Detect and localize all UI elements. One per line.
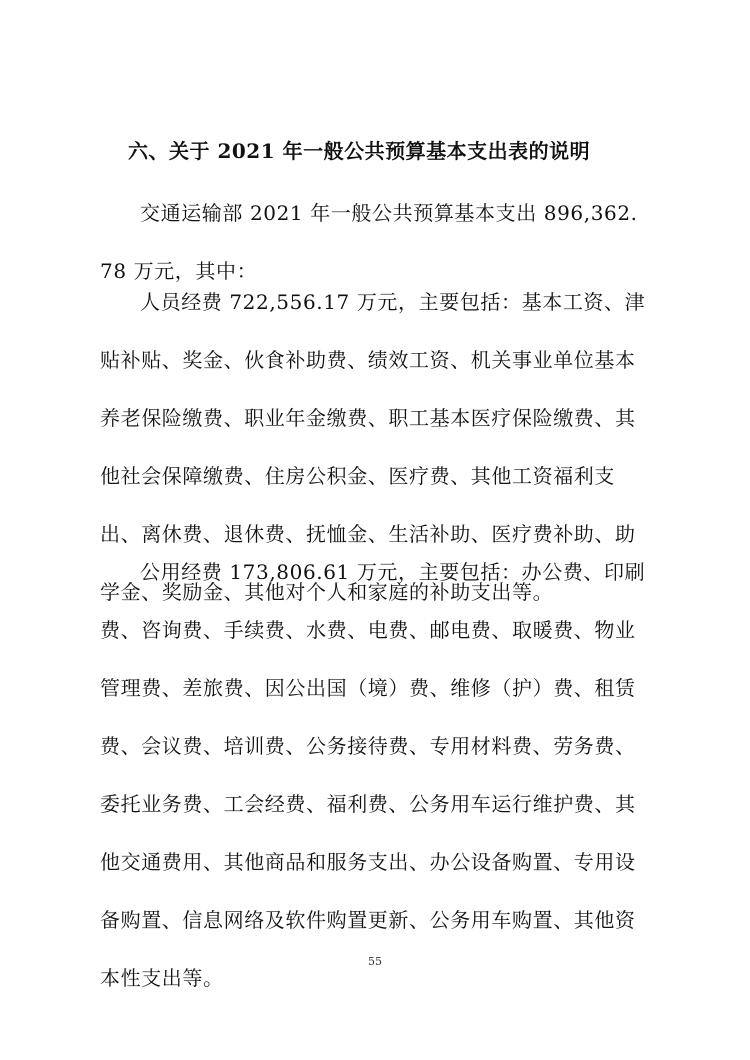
paragraph-public-expenses: 公用经费 173,806.61 万元，主要包括：办公费、印刷费、咨询费、手续费、水费、电费、邮电费、取暖费、物业管理费、差旅费、因公出国（境）费、维修（护）费、租赁费、会议费、培训费、公务接待费、专用材料费、劳务费、委托业务费、工会经费、福利费、公务用车运行维护费、其他交通费用、其他商品和服务支出、办公设备购置、专用设备购置、信息网络及软件购置更新、公务用车购置、其他资本性支出等。 bbox=[100, 560, 646, 990]
paragraph-personnel-expenses: 人员经费 722,556.17 万元，主要包括：基本工资、津贴补贴、奖金、伙食补助费、绩效工资、机关事业单位基本养老保险缴费、职业年金缴费、职工基本医疗保险缴费、其他社会保障缴费、住房公积金、医疗费、其他工资福利支出、离休费、退休费、抚恤金、生活补助、医疗费补助、助学金、奖励金、其他对个人和家庭的补助支出等。 bbox=[100, 290, 646, 604]
paragraph-total-expenditure: 交通运输部 2021 年一般公共预算基本支出 896,362.78 万元，其中： bbox=[100, 201, 638, 283]
section-heading: 六、关于 2021 年一般公共预算基本支出表的说明 bbox=[128, 139, 591, 163]
page-number: 55 bbox=[368, 955, 382, 968]
